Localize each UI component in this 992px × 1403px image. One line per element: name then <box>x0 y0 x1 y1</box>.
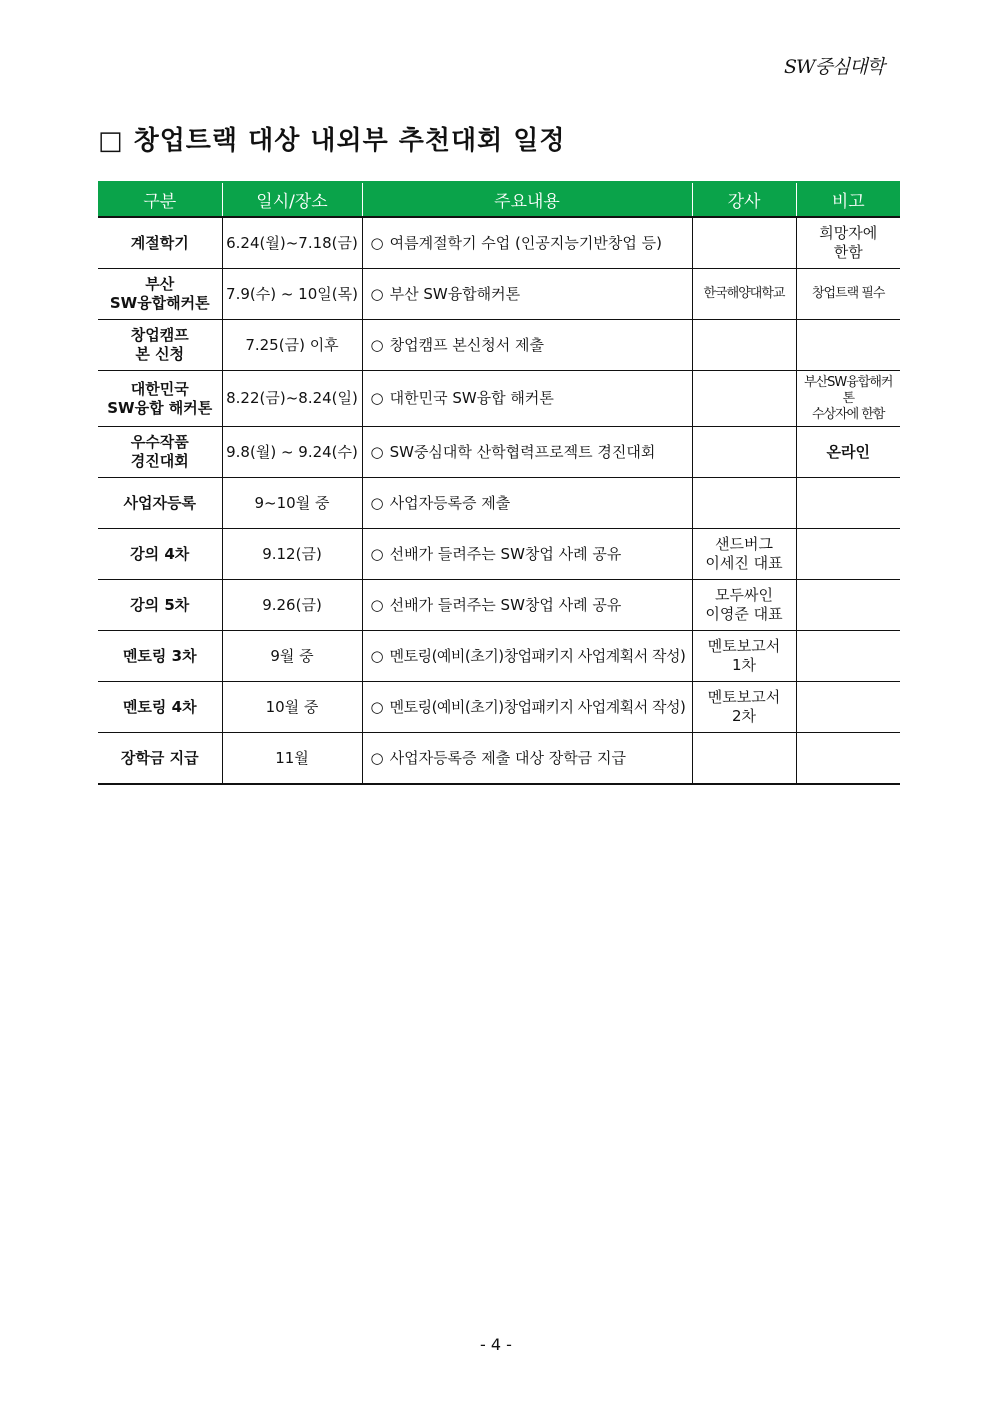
row-note <box>796 320 900 371</box>
table-row <box>98 269 900 320</box>
row-content-text: 창업캠프 본신청서 제출 <box>389 335 545 354</box>
row-lecturer <box>692 371 796 427</box>
row-content <box>362 733 692 785</box>
table-row <box>98 217 900 269</box>
row-category: 창업캠프 본 신청 <box>98 320 222 371</box>
row-content <box>362 631 692 682</box>
table-row <box>98 427 900 478</box>
row-content-text: 부산 SW융합해커톤 <box>389 284 521 303</box>
circle-bullet-icon: ○ <box>370 646 384 665</box>
row-lecturer: 멘토보고서 1차 <box>692 631 796 682</box>
row-note: 부산SW융합해커톤 수상자에 한함 <box>796 371 900 427</box>
row-category: 계절학기 <box>98 217 222 269</box>
row-date: 7.25(금) 이후 <box>222 320 362 371</box>
table-row <box>98 733 900 785</box>
row-content <box>362 269 692 320</box>
row-lecturer <box>692 217 796 269</box>
table-header-row <box>98 182 900 217</box>
circle-bullet-icon: ○ <box>370 748 384 767</box>
row-lecturer <box>692 478 796 529</box>
table-row <box>98 529 900 580</box>
row-note: 온라인 <box>796 427 900 478</box>
row-lecturer: 한국해양대학교 <box>692 269 796 320</box>
row-content <box>362 580 692 631</box>
row-category: 장학금 지급 <box>98 733 222 785</box>
university-logo: SW중심대학 <box>784 56 884 78</box>
row-lecturer <box>692 427 796 478</box>
page-title <box>98 120 566 157</box>
row-content <box>362 682 692 733</box>
row-note: 창업트랙 필수 <box>796 269 900 320</box>
row-note: 희망자에 한함 <box>796 217 900 269</box>
row-note <box>796 733 900 785</box>
row-date: 9.12(금) <box>222 529 362 580</box>
table-row <box>98 478 900 529</box>
row-date: 9~10월 중 <box>222 478 362 529</box>
table-row <box>98 631 900 682</box>
circle-bullet-icon: ○ <box>370 284 384 303</box>
page-title-text: 창업트랙 대상 내외부 추천대회 일정 <box>133 126 566 156</box>
row-note <box>796 478 900 529</box>
circle-bullet-icon: ○ <box>370 233 384 252</box>
circle-bullet-icon: ○ <box>370 595 384 614</box>
row-content <box>362 427 692 478</box>
row-date: 9.26(금) <box>222 580 362 631</box>
row-content-text: 선배가 들려주는 SW창업 사례 공유 <box>389 595 622 614</box>
row-category: 부산 SW융합해커톤 <box>98 269 222 320</box>
row-category: 멘토링 4차 <box>98 682 222 733</box>
row-content-text: 대한민국 SW융합 해커톤 <box>389 389 554 407</box>
row-category: 강의 4차 <box>98 529 222 580</box>
row-content-text: 선배가 들려주는 SW창업 사례 공유 <box>389 544 622 563</box>
row-category: 강의 5차 <box>98 580 222 631</box>
row-lecturer <box>692 733 796 785</box>
row-date: 6.24(월)~7.18(금) <box>222 217 362 269</box>
header-category: 구분 <box>98 182 222 217</box>
circle-bullet-icon: ○ <box>370 493 384 512</box>
circle-bullet-icon: ○ <box>370 335 384 354</box>
table-row <box>98 320 900 371</box>
circle-bullet-icon: ○ <box>370 697 384 716</box>
row-category: 사업자등록 <box>98 478 222 529</box>
row-category: 대한민국 SW융합 해커톤 <box>98 371 222 427</box>
row-date: 11월 <box>222 733 362 785</box>
row-date: 10월 중 <box>222 682 362 733</box>
row-content-text: SW중심대학 산학협력프로젝트 경진대회 <box>389 442 656 461</box>
table-row <box>98 371 900 427</box>
row-note <box>796 580 900 631</box>
row-date: 9월 중 <box>222 631 362 682</box>
table-row <box>98 580 900 631</box>
row-category: 우수작품 경진대회 <box>98 427 222 478</box>
row-content <box>362 371 692 427</box>
header-content: 주요내용 <box>362 182 692 217</box>
row-content <box>362 320 692 371</box>
row-content-text: 사업자등록증 제출 대상 장학금 지급 <box>389 748 627 767</box>
row-date: 9.8(월) ~ 9.24(수) <box>222 427 362 478</box>
row-date: 8.22(금)~8.24(일) <box>222 371 362 427</box>
schedule-table <box>98 181 900 785</box>
row-note <box>796 682 900 733</box>
row-date: 7.9(수) ~ 10일(목) <box>222 269 362 320</box>
row-content <box>362 529 692 580</box>
header-lecturer: 강사 <box>692 182 796 217</box>
header-date: 일시/장소 <box>222 182 362 217</box>
row-lecturer: 모두싸인 이영준 대표 <box>692 580 796 631</box>
row-lecturer: 멘토보고서 2차 <box>692 682 796 733</box>
table-row <box>98 682 900 733</box>
header-note: 비고 <box>796 182 900 217</box>
page-number: - 4 - <box>480 1335 512 1354</box>
row-lecturer: 샌드버그 이세진 대표 <box>692 529 796 580</box>
row-content <box>362 478 692 529</box>
row-note <box>796 529 900 580</box>
row-category: 멘토링 3차 <box>98 631 222 682</box>
checkbox-square-icon: □ <box>98 126 124 156</box>
row-content-text: 멘토링(예비(초기)창업패키지 사업계획서 작성) <box>389 646 686 665</box>
row-content-text: 멘토링(예비(초기)창업패키지 사업계획서 작성) <box>389 697 686 716</box>
row-content-text: 사업자등록증 제출 <box>389 493 511 512</box>
circle-bullet-icon: ○ <box>370 389 384 407</box>
circle-bullet-icon: ○ <box>370 544 384 563</box>
row-lecturer <box>692 320 796 371</box>
row-note <box>796 631 900 682</box>
row-content-text: 여름계절학기 수업 (인공지능기반창업 등) <box>389 233 662 252</box>
circle-bullet-icon: ○ <box>370 442 384 461</box>
row-content <box>362 217 692 269</box>
